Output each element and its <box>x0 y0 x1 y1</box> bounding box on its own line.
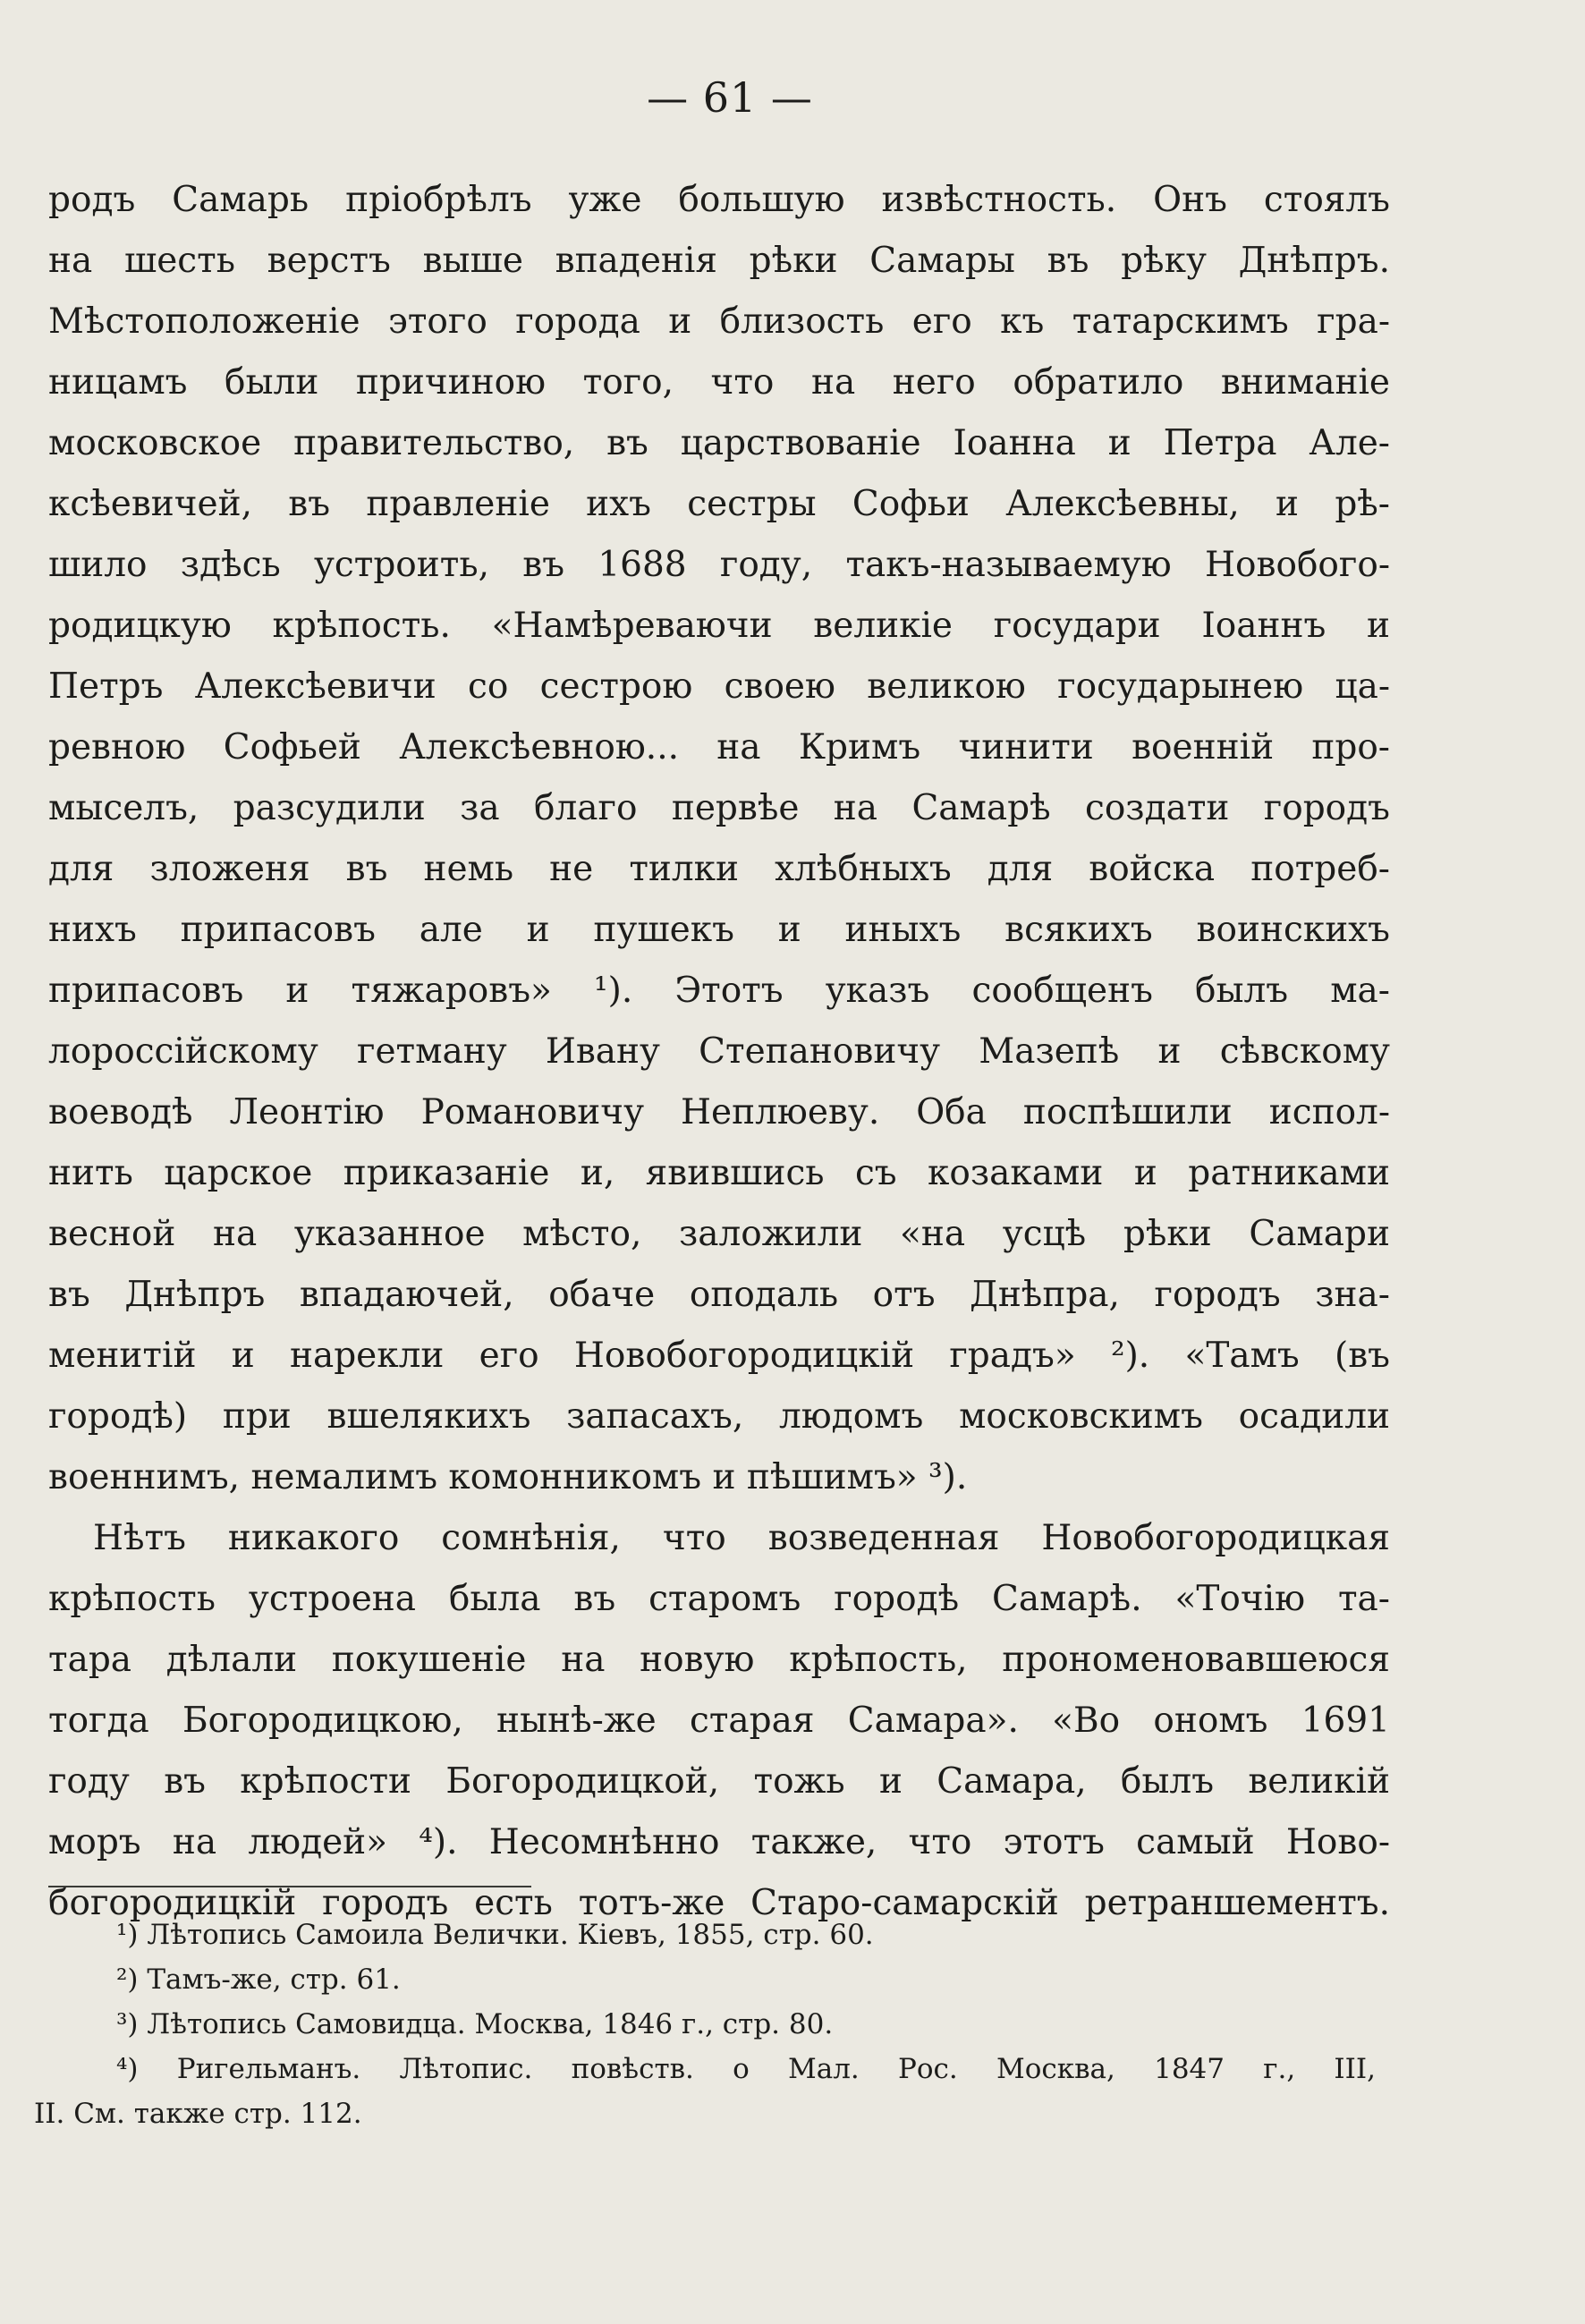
text-line: въ Днѣпръ впадаючей, обаче оподаль отъ Днѣпра, городъ зна- <box>48 1275 1390 1315</box>
text-line: лороссійскому гетману Ивану Степановичу Мазепѣ и сѣвскому <box>48 1031 1390 1072</box>
text-line: для зложеня въ немь не тилки хлѣбныхъ для войска потреб- <box>48 849 1390 889</box>
text-line: крѣпость устроена была въ старомъ городѣ Самарѣ. «Точію та- <box>48 1579 1390 1619</box>
text-line: родъ Самарь пріобрѣлъ уже большую извѣстность. Онъ стоялъ <box>48 180 1390 220</box>
text-line: на шесть верстъ выше впаденія рѣки Самары въ рѣку Днѣпръ. <box>48 241 1390 281</box>
text-line: тара дѣлали покушеніе на новую крѣпость, прономеновавшеюся <box>48 1640 1390 1680</box>
text-line: городѣ) при вшелякихъ запасахъ, людомъ московскимъ осадили <box>48 1396 1390 1437</box>
text-line: году въ крѣпости Богородицкой, тожь и Самара, былъ великій <box>48 1761 1390 1802</box>
text-line: Петръ Алексѣевичи со сестрою своею великою государынею ца- <box>48 666 1390 707</box>
text-line: припасовъ и тяжаровъ» ¹). Этотъ указъ сообщенъ былъ ма- <box>48 971 1390 1011</box>
text-line: весной на указанное мѣсто, заложили «на усцѣ рѣки Самари <box>48 1214 1390 1254</box>
text-line: шило здѣсь устроить, въ 1688 году, такъ-называемую Новобого- <box>48 545 1390 585</box>
text-line: московское правительство, въ царствованіе Іоанна и Петра Але- <box>48 423 1390 463</box>
text-line: ксѣевичей, въ правленіе ихъ сестры Софьи Алексѣевны, и рѣ- <box>48 484 1390 524</box>
footnote-4-continuation: II. См. также стр. 112. <box>34 2098 362 2130</box>
text-line: ницамъ были причиною того, что на него обратило вниманіе <box>48 362 1390 403</box>
text-line: воеводѣ Леонтію Романовичу Неплюеву. Оба поспѣшили испол- <box>48 1092 1390 1132</box>
text-line: родицкую крѣпость. «Намѣреваючи великіе государи Іоаннъ и <box>48 606 1390 646</box>
footnote-1: ¹) Лѣтопись Самоила Велички. Кіевъ, 1855, стр. 60. <box>116 1919 874 1951</box>
page-number: — 61 — <box>647 73 813 122</box>
text-line: тогда Богородицкою, нынѣ-же старая Самара». «Во ономъ 1691 <box>48 1701 1390 1741</box>
text-line: военнимъ, немалимъ комонникомъ и пѣшимъ» ³). <box>48 1457 968 1497</box>
footnote-4: ⁴) Ригельманъ. Лѣтопис. повѣств. о Мал. Рос. Москва, 1847 г., III, <box>116 2053 1376 2085</box>
text-line: мыселъ, разсудили за благо первѣе на Самарѣ создати городъ <box>48 788 1390 828</box>
text-line: нихъ припасовъ але и пушекъ и иныхъ всякихъ воинскихъ <box>48 910 1390 950</box>
paragraph-start-line: Нѣтъ никакого сомнѣнія, что возведенная Новобогородицкая <box>93 1518 1390 1558</box>
body-text <box>48 170 1390 1934</box>
text-line: моръ на людей» ⁴). Несомнѣнно также, что этотъ самый Ново- <box>48 1822 1390 1862</box>
text-line: ревною Софьей Алексѣевною... на Кримъ чинити военній про- <box>48 727 1390 768</box>
footnote-3: ³) Лѣтопись Самовидца. Москва, 1846 г., стр. 80. <box>116 2008 834 2040</box>
text-line: богородицкій городъ есть тотъ-же Старо-самарскій ретраншементъ. <box>48 1883 1390 1923</box>
text-line: Мѣстоположеніе этого города и близость его къ татарскимъ гра- <box>48 301 1390 342</box>
text-line: нить царское приказаніе и, явившись съ козаками и ратниками <box>48 1153 1390 1193</box>
footnote-2: ²) Тамъ-же, стр. 61. <box>116 1964 401 1996</box>
text-line: менитій и нарекли его Новобогородицкій градъ» ²). «Тамъ (въ <box>48 1336 1390 1376</box>
footnotes <box>34 1913 1376 2136</box>
footnote-divider <box>48 1886 531 1887</box>
